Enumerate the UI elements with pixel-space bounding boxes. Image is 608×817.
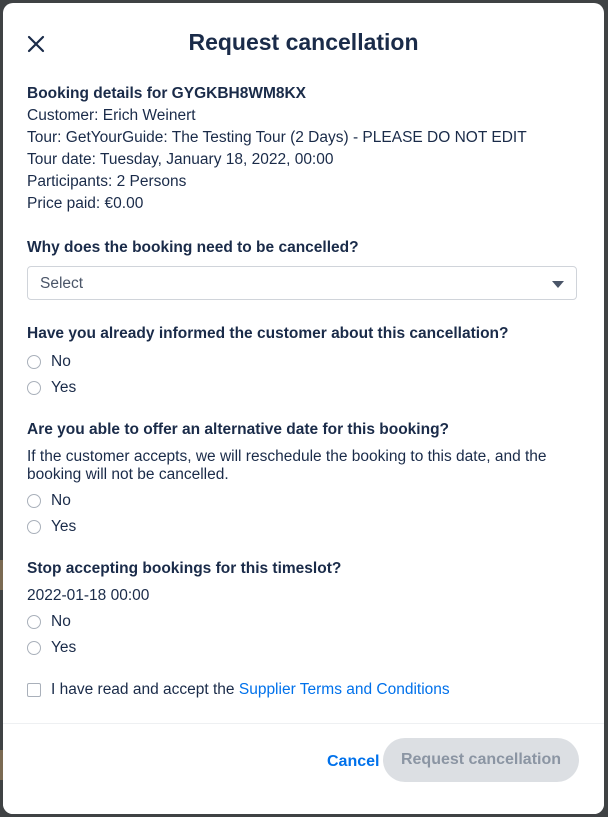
timeslot-option-yes[interactable] [27, 635, 580, 661]
cancellation-modal [3, 3, 604, 814]
radio-icon[interactable] [27, 520, 41, 534]
cancel-button[interactable]: Cancel [327, 753, 380, 770]
radio-icon[interactable] [27, 615, 41, 629]
terms-checkbox[interactable] [27, 683, 41, 697]
modal-header [3, 3, 604, 83]
informed-option-no[interactable] [27, 349, 580, 375]
radio-label: No [51, 613, 71, 630]
radio-icon[interactable] [27, 355, 41, 369]
booking-details-heading: Booking details for GYGKBH8WM8KX [27, 85, 307, 102]
alternative-option-no[interactable] [27, 488, 580, 514]
participants-line: Participants: 2 Persons [27, 173, 187, 190]
reason-question: Why does the booking need to be cancelled? [27, 239, 359, 256]
reason-select-value: Select [40, 275, 84, 292]
timeslot-question: Stop accepting bookings for this timeslot? [27, 560, 342, 577]
supplier-terms-link[interactable]: Supplier Terms and Conditions [238, 681, 450, 698]
radio-label: No [51, 353, 71, 370]
modal-body [3, 83, 604, 703]
chevron-down-icon [552, 281, 564, 288]
informed-option-yes[interactable] [27, 375, 580, 401]
tour-date-line: Tour date: Tuesday, January 18, 2022, 00:00 [27, 151, 334, 168]
alternative-description: If the customer accepts, we will reschedule the booking to this date, and the booking will not be cancelled. [27, 448, 547, 483]
reason-select[interactable] [27, 266, 577, 300]
alternative-option-yes[interactable] [27, 514, 580, 540]
request-cancellation-button[interactable]: Request cancellation [383, 738, 579, 782]
timeslot-value: 2022-01-18 00:00 [27, 587, 150, 604]
timeslot-option-no[interactable] [27, 609, 580, 635]
radio-icon[interactable] [27, 641, 41, 655]
informed-question: Have you already informed the customer about this cancellation? [27, 325, 509, 342]
modal-footer [3, 723, 604, 814]
terms-prefix: I have read and accept the [51, 681, 239, 698]
tour-line: Tour: GetYourGuide: The Testing Tour (2 Days) - PLEASE DO NOT EDIT [27, 129, 527, 146]
modal-title: Request cancellation [188, 29, 419, 55]
price-line: Price paid: €0.00 [27, 195, 144, 212]
alternative-question: Are you able to offer an alternative date for this booking? [27, 421, 450, 438]
radio-label: Yes [51, 639, 77, 656]
radio-icon[interactable] [27, 381, 41, 395]
terms-checkbox-row[interactable] [27, 677, 580, 703]
booking-details [27, 83, 580, 215]
radio-label: Yes [51, 518, 77, 535]
radio-icon[interactable] [27, 494, 41, 508]
customer-line: Customer: Erich Weinert [27, 107, 196, 124]
radio-label: No [51, 492, 71, 509]
radio-label: Yes [51, 379, 77, 396]
